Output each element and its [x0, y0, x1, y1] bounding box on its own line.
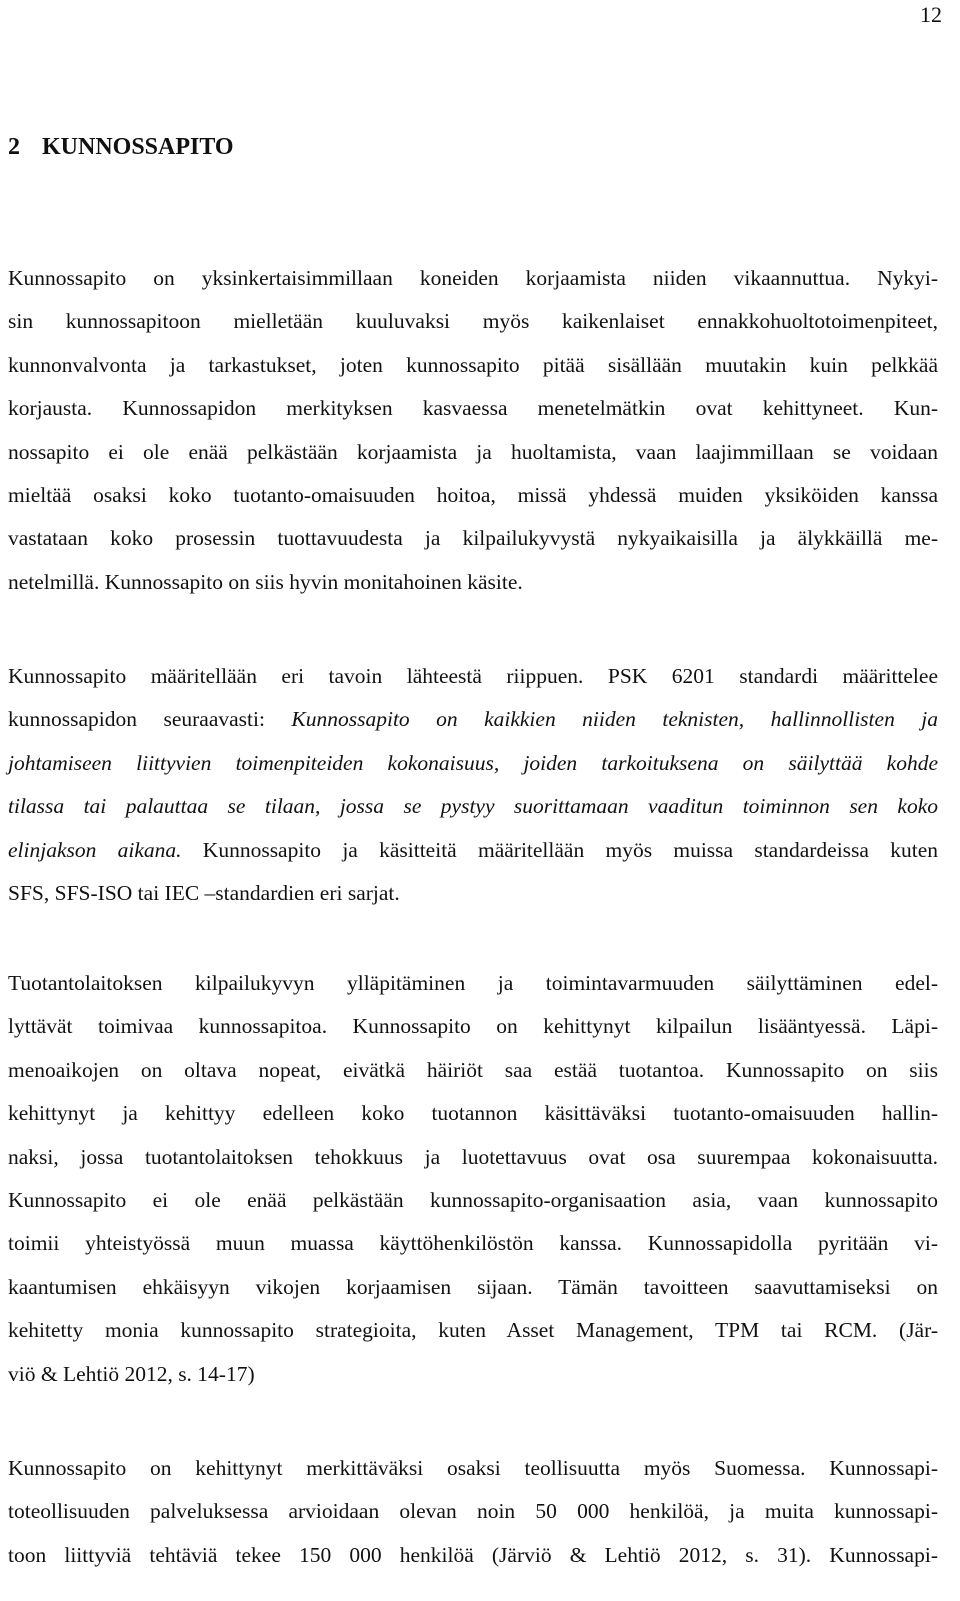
text-line: viö & Lehtiö 2012, s. 14-17): [8, 1361, 255, 1386]
text-line: [8, 872, 938, 915]
text-line: Kunnossapito on kehittynyt merkittäväksi osaksi teollisuutta myös Suomessa. Kunnossapi-: [8, 1456, 938, 1480]
paragraph-2: [8, 655, 938, 915]
definition-quote: tilassa tai palauttaa se tilaan, jossa se pystyy suorittamaan vaaditun toiminnon sen koko: [8, 794, 938, 819]
text-line: [8, 698, 938, 741]
text-line: Kunnossapito on yksinkertaisimmillaan koneiden korjaamista niiden vikaannuttua. Nykyi-: [8, 266, 938, 290]
text-line: toimii yhteistyössä muun muassa käyttöhenkilöstön kanssa. Kunnossapidolla pyritään vi-: [8, 1231, 938, 1256]
text-run: SFS, SFS-ISO tai IEC –standardien eri sarjat.: [8, 880, 400, 905]
text-line: vastataan koko prosessin tuottavuudesta ja kilpailukyvystä nykyaikaisilla ja älykkäillä me-: [8, 526, 938, 551]
text-line: [8, 785, 938, 828]
text-run: Kunnossapito ja käsitteitä määritellään myös muissa standardeissa kuten: [181, 837, 938, 862]
text-line: toteollisuuden palveluksessa arvioidaan olevan noin 50 000 henkilöä, ja muita kunnossapi-: [8, 1499, 938, 1524]
definition-quote: johtamiseen liittyvien toimenpiteiden kokonaisuus, joiden tarkoituksena on säilyttää kohde: [8, 750, 938, 775]
chapter-number: 2: [8, 134, 20, 160]
paragraph-1: [8, 257, 938, 604]
text-line: Tuotantolaitoksen kilpailukyvyn ylläpitäminen ja toimintavarmuuden säilyttäminen edel-: [8, 971, 938, 995]
text-run: Kunnossapito määritellään eri tavoin lähteestä riippuen. PSK 6201 standardi määrittelee: [8, 664, 938, 688]
text-line: kehitetty monia kunnossapito strategioita, kuten Asset Management, TPM tai RCM. (Jär-: [8, 1318, 938, 1343]
text-run: kunnossapidon seuraavasti:: [8, 707, 292, 732]
text-line: nossapito ei ole enää pelkästään korjaamista ja huoltamista, vaan laajimmillaan se voidaan: [8, 439, 938, 464]
page-number: 12: [920, 2, 942, 27]
definition-quote: Kunnossapito on kaikkien niiden teknisten, hallinnollisten ja: [291, 707, 938, 732]
text-line: sin kunnossapitoon mielletään kuuluvaksi myös kaikenlaiset ennakkohuoltotoimenpiteet,: [8, 309, 938, 334]
text-line: naksi, jossa tuotantolaitoksen tehokkuus ja luotettavuus ovat osa suurempaa kokonaisuutta.: [8, 1144, 938, 1169]
chapter-title: KUNNOSSAPITO: [42, 134, 234, 160]
text-line: [8, 742, 938, 785]
text-line: korjausta. Kunnossapidon merkityksen kasvaessa menetelmätkin ovat kehittyneet. Kun-: [8, 396, 938, 421]
text-line: menoaikojen on oltava nopeat, eivätkä häiriöt saa estää tuotantoa. Kunnossapito on siis: [8, 1057, 938, 1082]
text-line: kaantumisen ehkäisyyn vikojen korjaamisen sijaan. Tämän tavoitteen saavuttamiseksi on: [8, 1274, 938, 1299]
text-line: kehittynyt ja kehittyy edelleen koko tuotannon käsittäväksi tuotanto-omaisuuden hallin-: [8, 1101, 938, 1126]
text-line: Kunnossapito ei ole enää pelkästään kunnossapito-organisaation asia, vaan kunnossapito: [8, 1187, 938, 1212]
text-line: kunnonvalvonta ja tarkastukset, joten kunnossapito pitää sisällään muutakin kuin pelkkää: [8, 352, 938, 377]
paragraph-3: [8, 962, 938, 1396]
definition-quote: elinjakson aikana.: [8, 837, 182, 862]
chapter-heading: [8, 132, 234, 162]
text-line: mieltää osaksi koko tuotanto-omaisuuden hoitoa, missä yhdessä muiden yksiköiden kanssa: [8, 482, 938, 507]
paragraph-4: [8, 1447, 938, 1577]
text-line: lyttävät toimivaa kunnossapitoa. Kunnossapito on kehittynyt kilpailun lisääntyessä. Läpi-: [8, 1014, 938, 1039]
text-line: [8, 829, 938, 872]
text-line: toon liittyviä tehtäviä tekee 150 000 henkilöä (Järviö & Lehtiö 2012, s. 31). Kunnossapi-: [8, 1542, 938, 1567]
text-line: [8, 655, 938, 698]
text-line: netelmillä. Kunnossapito on siis hyvin monitahoinen käsite.: [8, 569, 523, 594]
